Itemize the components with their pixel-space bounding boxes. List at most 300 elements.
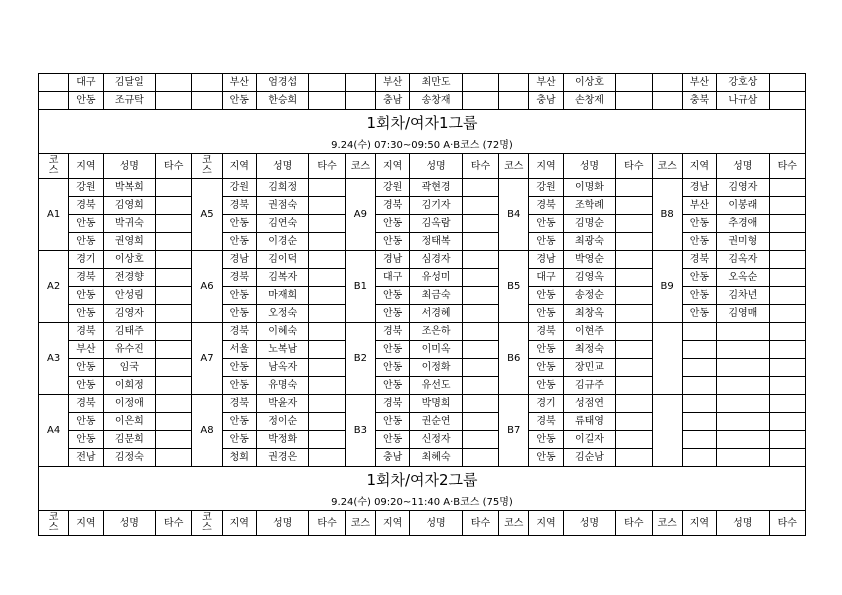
name-cell: 권경은 <box>256 449 308 467</box>
score-cell <box>156 179 192 197</box>
name-cell: 김영자 <box>717 179 769 197</box>
region-cell: 안동 <box>69 305 103 323</box>
score-cell <box>309 413 345 431</box>
score-cell <box>462 251 498 269</box>
header-region: 지역 <box>376 154 410 179</box>
score-cell <box>462 92 498 110</box>
name-cell: 서경혜 <box>410 305 462 323</box>
score-cell <box>616 359 652 377</box>
region-cell: 강원 <box>376 179 410 197</box>
score-cell <box>769 431 805 449</box>
name-cell: 심경자 <box>410 251 462 269</box>
name-cell: 유선도 <box>410 377 462 395</box>
header-course: 코스 <box>652 154 682 179</box>
score-cell <box>616 341 652 359</box>
region-cell: 청회 <box>222 449 256 467</box>
region-cell: 충남 <box>529 92 563 110</box>
region-cell: 안동 <box>69 287 103 305</box>
score-cell <box>616 449 652 467</box>
region-cell: 경북 <box>376 197 410 215</box>
region-cell: 부산 <box>69 341 103 359</box>
region-cell: 안동 <box>69 413 103 431</box>
score-cell <box>156 377 192 395</box>
group-title: 1회차/여자1그룹 <box>39 110 806 138</box>
score-cell <box>462 431 498 449</box>
region-cell: 안동 <box>682 269 716 287</box>
region-cell: 안동 <box>222 359 256 377</box>
name-cell: 박윤자 <box>256 395 308 413</box>
region-cell: 안동 <box>376 431 410 449</box>
course-code <box>652 395 682 467</box>
score-cell <box>309 215 345 233</box>
name-cell: 최금숙 <box>410 287 462 305</box>
player-row <box>39 269 806 287</box>
player-row <box>39 305 806 323</box>
name-cell: 김영매 <box>717 305 769 323</box>
column-header-row <box>39 511 806 536</box>
name-cell: 이현주 <box>563 323 615 341</box>
header-course <box>192 154 222 179</box>
name-cell: 김희정 <box>256 179 308 197</box>
score-cell <box>616 323 652 341</box>
course-code: A3 <box>39 323 69 395</box>
course-cell <box>39 92 69 110</box>
course-code: A5 <box>192 179 222 251</box>
tee-time-sheet <box>38 73 806 536</box>
name-cell: 최만도 <box>410 74 462 92</box>
name-cell: 송창재 <box>410 92 462 110</box>
score-cell <box>769 251 805 269</box>
name-cell: 최혜숙 <box>410 449 462 467</box>
name-cell: 박명희 <box>410 395 462 413</box>
header-score: 타수 <box>156 511 192 536</box>
name-cell: 이혜숙 <box>256 323 308 341</box>
course-code: B9 <box>652 251 682 323</box>
region-cell: 안동 <box>69 92 103 110</box>
score-cell <box>309 395 345 413</box>
region-cell: 경북 <box>529 197 563 215</box>
header-name: 성명 <box>717 154 769 179</box>
name-cell: 한승희 <box>256 92 308 110</box>
player-row <box>39 413 806 431</box>
header-name: 성명 <box>563 154 615 179</box>
region-cell: 안동 <box>69 233 103 251</box>
score-cell <box>309 74 345 92</box>
name-cell <box>717 395 769 413</box>
header-course-label: 코스 <box>202 512 212 533</box>
name-cell: 정이순 <box>256 413 308 431</box>
name-cell: 김옥람 <box>410 215 462 233</box>
region-cell <box>682 377 716 395</box>
header-course <box>39 154 69 179</box>
region-cell: 부산 <box>682 74 716 92</box>
region-cell: 안동 <box>69 215 103 233</box>
region-cell: 경기 <box>529 395 563 413</box>
player-row <box>39 251 806 269</box>
score-cell <box>309 287 345 305</box>
region-cell: 안동 <box>529 233 563 251</box>
score-cell <box>616 431 652 449</box>
name-cell: 성점연 <box>563 395 615 413</box>
header-course-label: 코스 <box>48 155 59 176</box>
name-cell: 김연숙 <box>256 215 308 233</box>
name-cell <box>717 359 769 377</box>
region-cell: 경북 <box>222 395 256 413</box>
score-cell <box>769 395 805 413</box>
name-cell: 김복자 <box>256 269 308 287</box>
region-cell: 경북 <box>222 269 256 287</box>
name-cell: 조학례 <box>563 197 615 215</box>
player-row <box>39 449 806 467</box>
region-cell: 안동 <box>529 377 563 395</box>
region-cell: 부산 <box>682 197 716 215</box>
name-cell: 오정숙 <box>256 305 308 323</box>
region-cell: 안동 <box>222 92 256 110</box>
header-name: 성명 <box>717 511 769 536</box>
header-score: 타수 <box>462 154 498 179</box>
region-cell: 안동 <box>222 215 256 233</box>
score-cell <box>616 215 652 233</box>
region-cell <box>682 341 716 359</box>
region-cell: 안동 <box>222 431 256 449</box>
name-cell: 이은희 <box>103 413 155 431</box>
score-cell <box>309 179 345 197</box>
name-cell <box>717 341 769 359</box>
course-code: B7 <box>499 395 529 467</box>
name-cell: 손창제 <box>563 92 615 110</box>
score-cell <box>309 449 345 467</box>
score-cell <box>616 413 652 431</box>
score-cell <box>309 359 345 377</box>
region-cell: 경북 <box>69 323 103 341</box>
name-cell: 권영희 <box>103 233 155 251</box>
region-cell: 안동 <box>69 431 103 449</box>
name-cell: 김규주 <box>563 377 615 395</box>
name-cell: 김태주 <box>103 323 155 341</box>
score-cell <box>309 323 345 341</box>
score-cell <box>462 215 498 233</box>
region-cell: 대구 <box>529 269 563 287</box>
header-name: 성명 <box>410 511 462 536</box>
score-cell <box>769 323 805 341</box>
name-cell: 이상호 <box>103 251 155 269</box>
region-cell: 안동 <box>529 359 563 377</box>
name-cell <box>717 323 769 341</box>
score-cell <box>616 74 652 92</box>
region-cell: 안동 <box>682 233 716 251</box>
region-cell: 경기 <box>69 251 103 269</box>
header-region: 지역 <box>529 511 563 536</box>
header-score: 타수 <box>769 154 805 179</box>
region-cell: 안동 <box>529 215 563 233</box>
header-region: 지역 <box>69 154 103 179</box>
group-title-row <box>39 467 806 495</box>
player-row <box>39 233 806 251</box>
region-cell: 안동 <box>376 233 410 251</box>
course-code: A4 <box>39 395 69 467</box>
name-cell: 김이덕 <box>256 251 308 269</box>
header-name: 성명 <box>103 511 155 536</box>
score-cell <box>462 287 498 305</box>
name-cell: 김영옥 <box>563 269 615 287</box>
score-cell <box>309 431 345 449</box>
region-cell: 경북 <box>529 413 563 431</box>
name-cell: 박복희 <box>103 179 155 197</box>
score-cell <box>309 233 345 251</box>
score-cell <box>462 269 498 287</box>
header-score: 타수 <box>769 511 805 536</box>
name-cell: 남옥자 <box>256 359 308 377</box>
score-cell <box>769 287 805 305</box>
score-cell <box>462 197 498 215</box>
name-cell: 추경애 <box>717 215 769 233</box>
region-cell: 안동 <box>376 377 410 395</box>
name-cell: 김영희 <box>103 197 155 215</box>
group-title: 1회차/여자2그룹 <box>39 467 806 495</box>
region-cell <box>682 323 716 341</box>
header-score: 타수 <box>309 154 345 179</box>
header-score: 타수 <box>462 511 498 536</box>
header-course-label: 코스 <box>202 155 212 176</box>
header-name: 성명 <box>103 154 155 179</box>
region-cell <box>682 431 716 449</box>
name-cell: 이희정 <box>103 377 155 395</box>
score-cell <box>616 92 652 110</box>
name-cell: 권미형 <box>717 233 769 251</box>
header-course: 코스 <box>499 154 529 179</box>
region-cell <box>682 359 716 377</box>
course-code: A6 <box>192 251 222 323</box>
region-cell <box>682 395 716 413</box>
course-code: B6 <box>499 323 529 395</box>
name-cell: 김명순 <box>563 215 615 233</box>
course-cell <box>652 74 682 92</box>
header-score: 타수 <box>309 511 345 536</box>
name-cell: 이상호 <box>563 74 615 92</box>
region-cell: 안동 <box>69 377 103 395</box>
header-course: 코스 <box>652 511 682 536</box>
player-row <box>39 215 806 233</box>
region-cell: 안동 <box>529 341 563 359</box>
score-cell <box>462 413 498 431</box>
header-course: 코스 <box>345 511 375 536</box>
name-cell: 김옥자 <box>717 251 769 269</box>
score-cell <box>309 377 345 395</box>
region-cell: 안동 <box>376 215 410 233</box>
name-cell: 유수진 <box>103 341 155 359</box>
course-cell <box>499 74 529 92</box>
region-cell: 안동 <box>529 305 563 323</box>
score-cell <box>462 341 498 359</box>
region-cell: 경북 <box>222 197 256 215</box>
course-cell <box>652 92 682 110</box>
name-cell: 최광숙 <box>563 233 615 251</box>
name-cell: 신정자 <box>410 431 462 449</box>
score-cell <box>309 251 345 269</box>
course-code: A7 <box>192 323 222 395</box>
name-cell: 이미옥 <box>410 341 462 359</box>
score-cell <box>769 341 805 359</box>
score-cell <box>769 74 805 92</box>
carryover-row <box>39 92 806 110</box>
player-row <box>39 359 806 377</box>
name-cell: 나규삼 <box>717 92 769 110</box>
score-cell <box>462 233 498 251</box>
header-region: 지역 <box>529 154 563 179</box>
name-cell: 유명숙 <box>256 377 308 395</box>
group-subtitle: 9.24(수) 07:30~09:50 A·B코스 (72명) <box>39 137 806 154</box>
name-cell: 마재희 <box>256 287 308 305</box>
score-cell <box>769 215 805 233</box>
player-row <box>39 431 806 449</box>
header-course <box>192 511 222 536</box>
score-cell <box>616 233 652 251</box>
player-row <box>39 179 806 197</box>
region-cell: 대구 <box>69 74 103 92</box>
header-course-label: 코스 <box>48 512 59 533</box>
region-cell: 안동 <box>222 233 256 251</box>
course-code: B2 <box>345 323 375 395</box>
score-cell <box>156 287 192 305</box>
score-cell <box>462 449 498 467</box>
name-cell: 오옥순 <box>717 269 769 287</box>
header-region: 지역 <box>682 154 716 179</box>
score-cell <box>616 287 652 305</box>
course-code: B5 <box>499 251 529 323</box>
header-course: 코스 <box>345 154 375 179</box>
name-cell <box>717 449 769 467</box>
name-cell: 박영순 <box>563 251 615 269</box>
name-cell: 이경순 <box>256 233 308 251</box>
region-cell: 경북 <box>376 395 410 413</box>
column-header-row <box>39 154 806 179</box>
region-cell: 전남 <box>69 449 103 467</box>
course-code: B8 <box>652 179 682 251</box>
course-cell <box>192 92 222 110</box>
name-cell: 조은하 <box>410 323 462 341</box>
name-cell: 김정숙 <box>103 449 155 467</box>
score-cell <box>156 449 192 467</box>
region-cell: 경남 <box>682 179 716 197</box>
region-cell: 안동 <box>376 305 410 323</box>
score-cell <box>769 92 805 110</box>
score-cell <box>616 305 652 323</box>
course-code <box>652 323 682 395</box>
header-course: 코스 <box>499 511 529 536</box>
score-cell <box>616 395 652 413</box>
name-cell: 김차년 <box>717 287 769 305</box>
score-cell <box>462 305 498 323</box>
region-cell: 충북 <box>682 92 716 110</box>
region-cell: 경북 <box>69 269 103 287</box>
score-cell <box>769 233 805 251</box>
course-cell <box>499 92 529 110</box>
score-cell <box>156 74 192 92</box>
region-cell: 안동 <box>682 287 716 305</box>
name-cell: 장민교 <box>563 359 615 377</box>
region-cell: 경북 <box>69 197 103 215</box>
region-cell: 충남 <box>376 449 410 467</box>
course-code: B4 <box>499 179 529 251</box>
name-cell: 권순연 <box>410 413 462 431</box>
name-cell: 이길자 <box>563 431 615 449</box>
region-cell: 안동 <box>69 359 103 377</box>
region-cell: 안동 <box>682 305 716 323</box>
carryover-row <box>39 74 806 92</box>
region-cell: 부산 <box>222 74 256 92</box>
course-code: A2 <box>39 251 69 323</box>
region-cell: 안동 <box>222 377 256 395</box>
name-cell: 박정화 <box>256 431 308 449</box>
region-cell <box>682 449 716 467</box>
course-cell <box>345 92 375 110</box>
course-cell <box>192 74 222 92</box>
header-name: 성명 <box>410 154 462 179</box>
header-course <box>39 511 69 536</box>
region-cell: 충남 <box>376 92 410 110</box>
header-name: 성명 <box>563 511 615 536</box>
name-cell: 송정순 <box>563 287 615 305</box>
player-row <box>39 395 806 413</box>
score-cell <box>769 359 805 377</box>
header-region: 지역 <box>682 511 716 536</box>
header-score: 타수 <box>156 154 192 179</box>
name-cell: 전경향 <box>103 269 155 287</box>
region-cell: 서울 <box>222 341 256 359</box>
header-region: 지역 <box>69 511 103 536</box>
score-cell <box>769 179 805 197</box>
region-cell: 대구 <box>376 269 410 287</box>
score-cell <box>769 413 805 431</box>
region-cell: 경북 <box>376 323 410 341</box>
header-name: 성명 <box>256 511 308 536</box>
group-subtitle-row <box>39 494 806 511</box>
course-code: B3 <box>345 395 375 467</box>
score-cell <box>309 197 345 215</box>
score-cell <box>616 269 652 287</box>
name-cell: 노복남 <box>256 341 308 359</box>
group-subtitle-row <box>39 137 806 154</box>
name-cell: 안성림 <box>103 287 155 305</box>
group-subtitle: 9.24(수) 09:20~11:40 A·B코스 (75명) <box>39 494 806 511</box>
name-cell: 조규탁 <box>103 92 155 110</box>
score-cell <box>309 341 345 359</box>
name-cell: 김문희 <box>103 431 155 449</box>
region-cell <box>682 413 716 431</box>
region-cell: 경남 <box>222 251 256 269</box>
score-cell <box>156 323 192 341</box>
name-cell <box>717 413 769 431</box>
name-cell: 이봉래 <box>717 197 769 215</box>
region-cell: 안동 <box>376 359 410 377</box>
score-cell <box>156 92 192 110</box>
course-code: A8 <box>192 395 222 467</box>
region-cell: 경남 <box>529 251 563 269</box>
score-cell <box>462 323 498 341</box>
player-row <box>39 197 806 215</box>
score-cell <box>156 251 192 269</box>
name-cell: 최창옥 <box>563 305 615 323</box>
score-cell <box>462 74 498 92</box>
score-cell <box>769 305 805 323</box>
course-code: A1 <box>39 179 69 251</box>
region-cell: 안동 <box>222 413 256 431</box>
region-cell: 경북 <box>682 251 716 269</box>
region-cell: 경북 <box>69 395 103 413</box>
region-cell: 강원 <box>222 179 256 197</box>
region-cell: 안동 <box>222 305 256 323</box>
course-code: B1 <box>345 251 375 323</box>
